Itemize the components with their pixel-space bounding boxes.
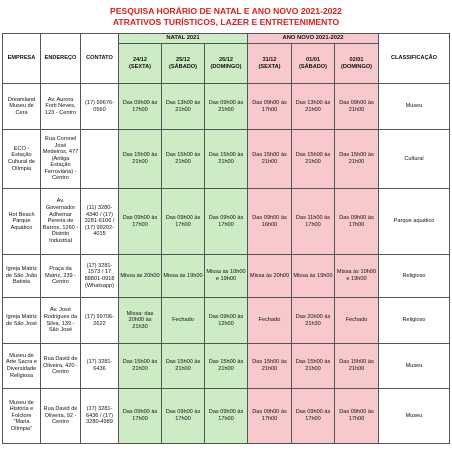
cell-hours: Fechado (162, 298, 205, 344)
day-weekday: (SEXTA) (258, 63, 281, 70)
cell-hours: Das 20h00 às 21h30 (292, 298, 335, 344)
cell-hours: Das 13h00 às 21h00 (162, 84, 205, 130)
cell-hours: Das 15h00 às 21h00 (335, 130, 379, 189)
cell-contato: (17) 3281-6436 / (17) 3280-4989 (81, 389, 119, 444)
day-date: 25/12 (176, 56, 190, 63)
cell-hours: Das 15h00 às 21h00 (162, 130, 205, 189)
cell-contato: (11) 3280-4340 / (17) 3281-6106 / (17) 99202-4015 (81, 189, 119, 255)
cell-empresa: Museu de História e Folclore "Maria Olímpia" (3, 389, 41, 444)
cell-classificacao: Museu (379, 389, 450, 444)
header-endereco: ENDEREÇO (41, 34, 81, 84)
cell-classificacao: Religioso (379, 298, 450, 344)
table-row (3, 344, 450, 389)
cell-classificacao: Museu (379, 84, 450, 130)
day-weekday: (SÁBADO) (169, 63, 197, 70)
cell-hours: Das 09h00 às 17h00 (205, 189, 248, 255)
cell-hours: Das 09h00 às 21h00 (335, 84, 379, 130)
cell-endereco: Av. José Rodrigues da Silva, 139 - São José (41, 298, 81, 344)
cell-contato: (17) 99706-2622 (81, 298, 119, 344)
schedule-table (2, 33, 450, 444)
cell-endereco: Av. Governador Adhemar Pereira de Barros, 1260 - Distrito Industrial (41, 189, 81, 255)
table-row (3, 389, 450, 444)
day-weekday: (DOMINGO) (210, 63, 242, 70)
table-row (3, 298, 450, 344)
cell-hours: Das 09h00 às 16h00 (248, 189, 292, 255)
cell-hours: Das 15h00 às 21h00 (205, 130, 248, 189)
header-classificacao: CLASSIFICAÇÃO (379, 34, 450, 84)
header-contato: CONTATO (81, 34, 119, 84)
cell-hours: Missa às 10h00 e 19h00 (335, 255, 379, 298)
header-empresa: EMPRESA (3, 34, 41, 84)
cell-hours: Das 09h00 às 12h00 (205, 298, 248, 344)
day-weekday: (SÁBADO) (299, 63, 327, 70)
cell-hours: Das 09h00 às 17h00 (248, 389, 292, 444)
cell-classificacao: Parque aquático (379, 189, 450, 255)
cell-hours: Das 11h00 às 17h00 (292, 189, 335, 255)
cell-hours: Fechado (248, 298, 292, 344)
cell-contato: (17) 3281-6436 (81, 344, 119, 389)
cell-hours: Missa às 20h00 (119, 255, 162, 298)
page-title: PESQUISA HORÁRIO DE NATAL E ANO NOVO 2021-2022 (110, 6, 342, 16)
cell-hours: Das 15h00 às 21h00 (119, 344, 162, 389)
header-day (119, 44, 162, 84)
day-date: 24/12 (133, 56, 147, 63)
table-row (3, 189, 450, 255)
cell-hours: Missa às 19h00 (292, 255, 335, 298)
header-day (205, 44, 248, 84)
cell-hours: Das 09h00 às 17h00 (248, 84, 292, 130)
cell-hours: Das 15h00 às 21h00 (205, 344, 248, 389)
day-weekday: (SEXTA) (129, 63, 151, 70)
day-date: 31/12 (262, 56, 277, 63)
table-row (3, 255, 450, 298)
cell-hours: Das 15h00 às 21h00 (119, 130, 162, 189)
cell-hours: Das 09h00 às 17h00 (335, 389, 379, 444)
header-day (335, 44, 379, 84)
cell-hours: Missa às 19h00 (162, 255, 205, 298)
cell-contato: (17) 99676-0560 (81, 84, 119, 130)
header-ano-novo-group: ANO NOVO 2021-2022 (248, 34, 379, 44)
day-date: 01/01 (306, 56, 320, 63)
cell-endereco: Rua David de Oliveira, 420 - Centro (41, 344, 81, 389)
cell-endereco: Av. Aurora Forti Neves, 123 - Centro (41, 84, 81, 130)
cell-hours: Das 15h00 às 21h00 (248, 344, 292, 389)
cell-empresa: Dreamland Museu de Cera (3, 84, 41, 130)
cell-classificacao: Cultural (379, 130, 450, 189)
cell-hours: Das 09h00 às 17h00 (119, 189, 162, 255)
cell-hours: Das 13h00 às 21h00 (292, 84, 335, 130)
cell-hours: Das 09h00 às 21h00 (205, 84, 248, 130)
day-weekday: (DOMINGO) (340, 63, 373, 70)
cell-hours: Das 09h00 às 17h00 (292, 389, 335, 444)
cell-hours: Das 09h00 às 17h00 (119, 84, 162, 130)
cell-contato (81, 130, 119, 189)
cell-classificacao: Museu (379, 344, 450, 389)
cell-empresa: Igreja Matriz de São João Batista (3, 255, 41, 298)
table-row (3, 130, 450, 189)
day-date: 26/12 (219, 56, 233, 63)
cell-empresa: Hot Beach Parque Aquático (3, 189, 41, 255)
cell-endereco: Rua Coronel José Medeiros, 477 (Antiga Estação Ferroviária) - Centro (41, 130, 81, 189)
day-date: 02/01 (349, 56, 364, 63)
cell-hours: Das 15h00 às 21h00 (292, 344, 335, 389)
cell-endereco: Praça da Matriz, 239 - Centro (41, 255, 81, 298)
cell-hours: Das 15h00 às 21h00 (292, 130, 335, 189)
header-day (248, 44, 292, 84)
cell-classificacao: Religioso (379, 255, 450, 298)
cell-hours: Das 09h00 às 17h00 (205, 389, 248, 444)
table-row (3, 84, 450, 130)
cell-empresa: ECO - Estação Cultural de Olímpia (3, 130, 41, 189)
cell-hours: Das 15h00 às 21h00 (335, 344, 379, 389)
cell-hours: Das 09h00 às 17h00 (162, 389, 205, 444)
cell-contato: (17) 3281-1573 / 17 88801-0918 (Whatsapp) (81, 255, 119, 298)
page-subtitle: ATRATIVOS TURÍSTICOS, LAZER E ENTRETENIMENTO (112, 17, 340, 27)
cell-hours: Fechado (335, 298, 379, 344)
cell-hours: Das 15h00 às 21h00 (248, 130, 292, 189)
cell-hours: Das 09h00 às 17h00 (335, 189, 379, 255)
cell-hours: Missa: das 20h00 às 21h30 (119, 298, 162, 344)
cell-hours: Missa às 10h00 e 19h00 (205, 255, 248, 298)
cell-empresa: Igreja Matriz de São José (3, 298, 41, 344)
header-natal-group: NATAL 2021 (119, 34, 248, 44)
cell-hours: Das 09h00 às 17h00 (119, 389, 162, 444)
cell-hours: Das 15h00 às 21h00 (162, 344, 205, 389)
cell-empresa: Museu de Arte Sacra e Diversidade Religiosa (3, 344, 41, 389)
header-day (162, 44, 205, 84)
cell-endereco: Rua David de Oliveira, 92 - Centro (41, 389, 81, 444)
cell-hours: Das 09h00 às 17h00 (162, 189, 205, 255)
header-day (292, 44, 335, 84)
cell-hours: Missa às 20h00 (248, 255, 292, 298)
